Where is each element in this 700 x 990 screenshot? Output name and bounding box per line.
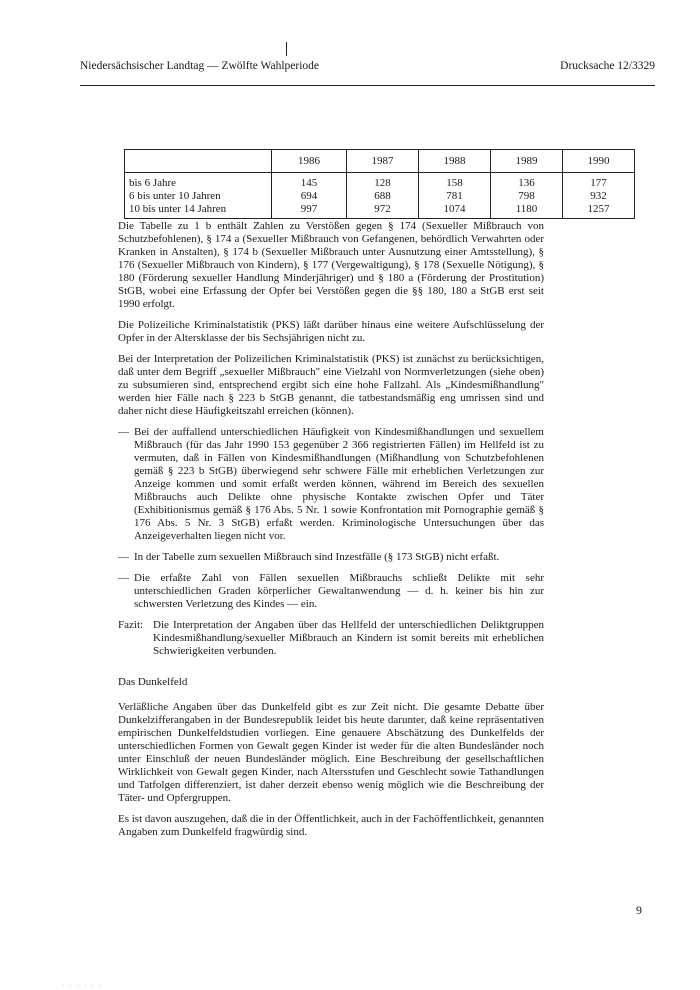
scan-tick-mark bbox=[286, 42, 287, 56]
table-cell: 781 bbox=[446, 190, 463, 202]
table-year-header: 1990 bbox=[563, 150, 635, 173]
victims-age-table bbox=[124, 149, 635, 219]
dash-bullet: — bbox=[118, 551, 129, 563]
fazit-label: Fazit: bbox=[118, 619, 144, 631]
table-year-column bbox=[563, 173, 635, 219]
table-year-header: 1987 bbox=[347, 150, 419, 173]
table-cell: 136 bbox=[518, 177, 535, 189]
table-year-column bbox=[491, 173, 563, 219]
table-cell: 128 bbox=[374, 177, 391, 189]
table-corner-cell bbox=[125, 150, 272, 173]
dash-bullet: — bbox=[118, 572, 129, 584]
table-cell: 145 bbox=[300, 177, 318, 189]
paragraph-conclusion: Es ist davon auszugehen, daß die in der Öffentlichkeit, auch in der Fachöffentlichkeit, genannten Angaben zum Dunkelfeld fragwürdig sind. bbox=[118, 813, 545, 838]
table-age-label: 10 bis unter 14 Jahren bbox=[129, 203, 227, 215]
dash-list-item bbox=[118, 551, 544, 564]
table-cell: 997 bbox=[300, 203, 318, 215]
table-header-row bbox=[125, 150, 635, 173]
dash-list-item bbox=[118, 572, 544, 611]
table-cell: 694 bbox=[300, 190, 318, 202]
table-year-header: 1989 bbox=[491, 150, 563, 173]
table-age-label: 6 bis unter 10 Jahren bbox=[129, 190, 221, 202]
table-year-header: 1988 bbox=[419, 150, 491, 173]
dash-item-text: In der Tabelle zum sexuellen Mißbrauch sind Inzestfälle (§ 173 StGB) nicht erfaßt. bbox=[134, 551, 500, 563]
scan-artifact: · · · · · · bbox=[62, 983, 104, 989]
table-year-header: 1986 bbox=[272, 150, 347, 173]
fazit-block bbox=[118, 619, 544, 658]
table-age-label: bis 6 Jahre bbox=[129, 177, 177, 189]
table-year-column bbox=[272, 173, 347, 219]
table-cell: 688 bbox=[374, 190, 391, 202]
dash-item-text: Bei der auffallend unterschiedlichen Häufigkeit von Kindesmißhandlungen und sexuellem Mißbrauch (für das Jahr 1990 153 gegenüber 2 366 registrierten Fällen) im Hellfeld ist zu vermuten, daß in Fällen von Kindesmißhandlungen (Mißhandlung von Schutzbefohlenen gemäß § 223 b StGB) überwiegend sehr schwere Fälle mit erheblichen Verletzungen zur Anzeige kommen und somit erfaßt werden können, während im Bereich des sexuellen Mißbrauchs auch Delikte ohne physische Kontakte zwischen Opfer und Täter (Exhibitionismus gemäß § 176 Abs. 5 Nr. 1 sowie Konfrontation mit Pornographie gemäß § 176 Abs. 5 Nr. 3 StGB) erfaßt werden. Kriminologische Untersuchungen über das Anzeigeverhalten liegen nicht vor. bbox=[134, 426, 544, 542]
section-heading: Das Dunkelfeld bbox=[118, 676, 188, 688]
paragraph-table-explanation: Die Tabelle zu 1 b enthält Zahlen zu Verstößen gegen § 174 (Sexueller Mißbrauch von Schutzbefohlenen), § 174 a (Sexueller Mißbrauch von Gefangenen, behördlich Verwahrten oder Kranken in Anstalten), § 174 b (Sexueller Mißbrauch unter Ausnutzung einer Amtsstellung), § 176 (Sexueller Mißbrauch von Kindern), § 177 (Vergewaltigung), § 178 (Sexuelle Nötigung), § 180 (Förderung sexueller Handlung Minderjähriger) und § 180 a (Förderung der Prostitution) StGB, wobei eine Erfassung der Opfer bei Verstößen gegen die §§ 180, 180 a StGB erst seit 1990 erfolgt. bbox=[118, 220, 544, 310]
table-cell: 1074 bbox=[443, 203, 466, 215]
header-parliament: Niedersächsischer Landtag — Zwölfte Wahlperiode bbox=[80, 60, 319, 72]
dash-bullet: — bbox=[118, 426, 129, 438]
header-rule bbox=[80, 85, 655, 86]
header-document-number: Drucksache 12/3329 bbox=[560, 60, 655, 72]
table-cell: 798 bbox=[518, 190, 535, 202]
page-body bbox=[118, 220, 544, 847]
dash-item-text: Die erfaßte Zahl von Fällen sexuellen Mißbrauchs schließt Delikte mit sehr unterschiedlichen Graden körperlicher Gewaltanwendung — d. h. keiner bis hin zur schwersten Verletzung des Kindes — ein. bbox=[134, 572, 544, 610]
page-header bbox=[80, 60, 655, 82]
paragraph-pks-note: Die Polizeiliche Kriminalstatistik (PKS) läßt darüber hinaus eine weitere Aufschlüsselung der Opfer in der Altersklasse der bis Sechsjährigen nicht zu. bbox=[118, 319, 544, 344]
page-number: 9 bbox=[636, 903, 642, 917]
table-cell: 1180 bbox=[515, 203, 538, 215]
table-cell: 1257 bbox=[587, 203, 610, 215]
paragraph-dunkelfeld: Verläßliche Angaben über das Dunkelfeld gibt es zur Zeit nicht. Die gesamte Debatte über Dunkelzifferangaben in der Bundesrepublik leidet bis heute darunter, daß keine repräsentativen empirischen Dunkelfeldstudien vorliegen. Eine genauere Abschätzung des Dunkelfelds der unterschiedlichen Formen von Gewalt gegen Kinder ist weder für die alten Bundesländer noch unter Einschluß der neuen Bundesländer möglich. Eine Beschreibung der gesellschaftlichen Wirklichkeit von Gewalt gegen Kinder, nach Altersstufen und Geschlecht sowie Tathandlungen und Tatfolgen differenziert, ist daher derzeit ebenso wenig möglich wie die Beschreibung der Täter- und Opfergruppen. bbox=[118, 701, 544, 804]
table-year-column bbox=[419, 173, 491, 219]
table-cell: 158 bbox=[446, 177, 463, 189]
table-year-column bbox=[347, 173, 419, 219]
fazit-text: Die Interpretation der Angaben über das Hellfeld der unterschiedlichen Deliktgruppen Kindesmißhandlung/sexueller Mißbrauch an Kindern ist somit bereits mit erheblichen Schwierigkeiten verbunden. bbox=[153, 619, 544, 657]
table-cell: 932 bbox=[590, 190, 607, 202]
table-cell: 972 bbox=[374, 203, 391, 215]
table-body-row bbox=[125, 173, 635, 219]
table-age-labels bbox=[125, 173, 272, 219]
paragraph-pks-interpretation: Bei der Interpretation der Polizeilichen Kriminalstatistik (PKS) ist zunächst zu berücksichtigen, daß unter dem Begriff „sexueller Mißbrauch" eine Vielzahl von Normverletzungen (siehe oben) zu subsumieren sind, entsprechend ergibt sich eine hohe Fallzahl. Als „Kindesmißhandlung" werden hier Fälle nach § 223 b StGB genannt, die tatbestandsmäßig eng umrissen sind und daher nicht diese Häufigkeitszahl erreichen (können). bbox=[118, 353, 544, 417]
table-cell: 177 bbox=[590, 177, 607, 189]
dash-list-item bbox=[118, 426, 544, 543]
